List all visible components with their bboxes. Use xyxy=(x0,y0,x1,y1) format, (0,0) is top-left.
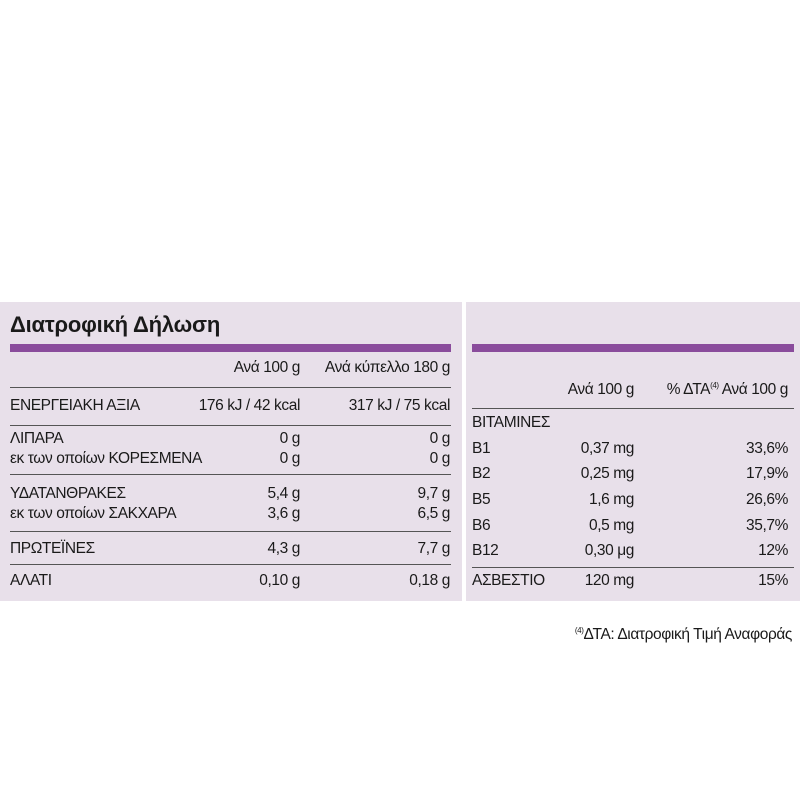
divider xyxy=(10,425,451,426)
panel-title: Διατροφική Δήλωση xyxy=(10,312,221,337)
row-label: B1 xyxy=(472,440,491,457)
header-per-cup: Ανά κύπελλο 180 g xyxy=(324,359,450,376)
row-per-100g: 0 g xyxy=(279,450,300,467)
section-label: ΒΙΤΑΜΙΝΕΣ xyxy=(472,414,551,431)
footnote xyxy=(575,626,792,644)
row-label: ΠΡΩΤΕΪΝΕΣ xyxy=(10,540,95,557)
footnote-marker: (4) xyxy=(574,626,584,635)
row-label: B6 xyxy=(472,517,491,534)
divider xyxy=(10,531,451,532)
row-per-cup: 9,7 g xyxy=(417,485,450,502)
row-dta: 17,9% xyxy=(746,465,788,482)
header-dta: % ΔΤΑ$^{(4)}$ Ανά 100 g xyxy=(666,381,788,398)
divider xyxy=(10,474,451,475)
row-per-cup: 0 g xyxy=(429,450,450,467)
row-dta: 26,6% xyxy=(746,491,788,508)
row-label: B2 xyxy=(472,465,491,482)
nutrition-declaration-panel xyxy=(0,302,462,601)
divider xyxy=(10,564,451,565)
row-per-100g: 3,6 g xyxy=(267,505,300,522)
row-label: ΑΛΑΤΙ xyxy=(10,572,52,589)
divider xyxy=(472,408,794,409)
row-per-cup: 7,7 g xyxy=(417,540,450,557)
title-accent-bar xyxy=(472,344,794,352)
row-per-100g: 5,4 g xyxy=(267,485,300,502)
row-per-100g: 0 g xyxy=(279,430,300,447)
row-per-100g: 0,37 mg xyxy=(580,440,634,457)
row-per-100g: 120 mg xyxy=(584,572,634,589)
row-per-cup: 317 kJ / 75 kcal xyxy=(348,397,450,414)
row-dta: 12% xyxy=(758,542,788,559)
divider xyxy=(10,387,451,388)
row-per-cup: 0 g xyxy=(429,430,450,447)
vitamins-panel xyxy=(466,302,800,601)
row-label: ΛΙΠΑΡΑ xyxy=(10,430,64,447)
row-per-100g: 0,30 μg xyxy=(584,542,634,559)
row-per-100g: 0,25 mg xyxy=(580,465,634,482)
row-per-100g: 4,3 g xyxy=(267,540,300,557)
row-label: ΑΣΒΕΣΤΙΟ xyxy=(472,572,545,589)
footnote-text: ΔΤΑ: Διατροφική Τιμή Αναφοράς xyxy=(583,626,792,643)
row-label: ΥΔΑΤΑΝΘΡΑΚΕΣ xyxy=(10,485,126,502)
row-dta: 15% xyxy=(758,572,788,589)
row-label: ΕΝΕΡΓΕΙΑΚΗ ΑΞΙΑ xyxy=(10,397,140,414)
title-accent-bar xyxy=(10,344,451,352)
row-per-cup: 0,18 g xyxy=(409,572,450,589)
row-dta: 35,7% xyxy=(746,517,788,534)
header-per-100g: Ανά 100 g xyxy=(567,381,634,398)
row-label: B5 xyxy=(472,491,491,508)
row-label: εκ των οποίων ΣΑΚΧΑΡΑ xyxy=(10,505,177,522)
row-per-100g: 1,6 mg xyxy=(589,491,634,508)
divider xyxy=(472,567,794,568)
header-per-100g: Ανά 100 g xyxy=(233,359,300,376)
row-per-100g: 0,5 mg xyxy=(589,517,634,534)
row-label: εκ των οποίων ΚΟΡΕΣΜΕΝΑ xyxy=(10,450,202,467)
row-dta: 33,6% xyxy=(746,440,788,457)
row-per-100g: 176 kJ / 42 kcal xyxy=(198,397,300,414)
row-label: B12 xyxy=(472,542,499,559)
row-per-cup: 6,5 g xyxy=(417,505,450,522)
row-per-100g: 0,10 g xyxy=(259,572,300,589)
